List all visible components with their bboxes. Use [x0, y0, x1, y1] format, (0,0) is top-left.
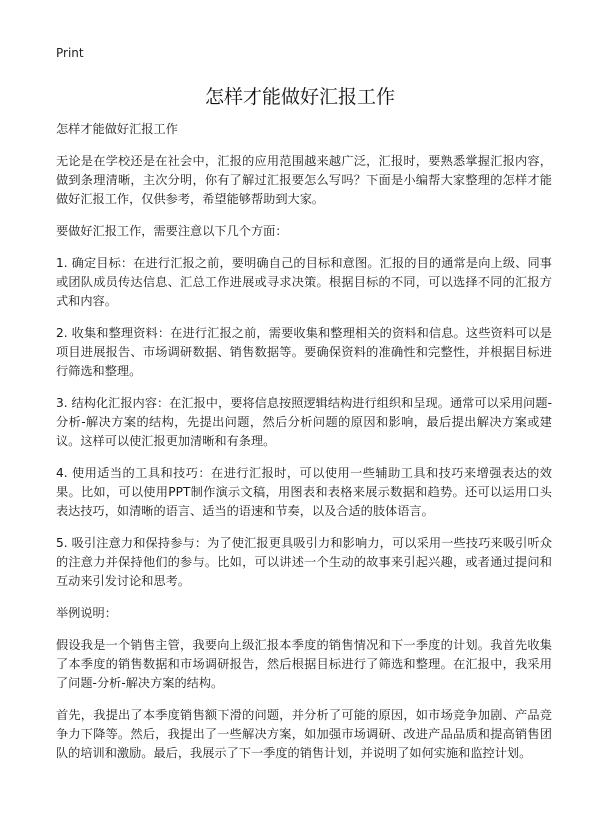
paragraph-point-2: 2. 收集和整理资料：在进行汇报之前，需要收集和整理相关的资料和信息。这些资料可以是项目进展报告、市场调研数据、销售数据等。要确保资料的准确性和完整性，并根据目标进行筛选和整理。: [56, 326, 552, 378]
paragraph-point-1: 1. 确定目标：在进行汇报之前，要明确自己的目标和意图。汇报的目的通常是向上级、同事或团队成员传达信息、汇总工作进展或寻求决策。根据目标的不同，可以选择不同的汇报方式和内容。: [56, 256, 552, 308]
paragraph-example-2: 首先，我提出了本季度销售额下滑的问题，并分析了可能的原因，如市场竞争加剧、产品竞争力下降等。然后，我提出了一些解决方案，如加强市场调研、改进产品品质和提高销售团队的培训和激励。最后，我展示了下一季度的销售计划，并说明了如何实施和监控计划。: [56, 708, 552, 760]
document-subtitle: 怎样才能做好汇报工作: [56, 122, 178, 136]
print-link[interactable]: Print: [56, 46, 84, 60]
paragraph-point-3: 3. 结构化汇报内容：在汇报中，要将信息按照逻辑结构进行组织和呈现。通常可以采用问题-分析-解决方案的结构，先提出问题，然后分析问题的原因和影响，最后提出解决方案或建议。这样可以使汇报更加清晰和有条理。: [56, 396, 552, 448]
paragraph-intro: 无论是在学校还是在社会中，汇报的应用范围越来越广泛，汇报时，要熟悉掌握汇报内容，做到条理清晰，主次分明，你有了解过汇报要怎么写吗？下面是小编帮大家整理的怎样才能做好汇报工作，仅供参考，希望能够帮助到大家。: [56, 154, 552, 206]
paragraph-example-1: 假设我是一个销售主管，我要向上级汇报本季度的销售情况和下一季度的计划。我首先收集了本季度的销售数据和市场调研报告，然后根据目标进行了筛选和整理。在汇报中，我采用了问题-分析-解决方案的结构。: [56, 638, 552, 690]
document-body: [56, 120, 552, 776]
paragraph-point-5: 5. 吸引注意力和保持参与：为了使汇报更具吸引力和影响力，可以采用一些技巧来吸引听众的注意力并保持他们的参与。比如，可以讲述一个生动的故事来引起兴趣，或者通过提问和互动来引发讨论和思考。: [56, 536, 552, 588]
paragraph-lead-in: 要做好汇报工作，需要注意以下几个方面：: [56, 224, 288, 238]
paragraph-point-4: 4. 使用适当的工具和技巧：在进行汇报时，可以使用一些辅助工具和技巧来增强表达的效果。比如，可以使用PPT制作演示文稿，用图表和表格来展示数据和趋势。还可以运用口头表达技巧，如清晰的语言、适当的语速和节奏，以及合适的肢体语言。: [56, 466, 552, 518]
page-title: 怎样才能做好汇报工作: [204, 86, 395, 108]
paragraph-example-heading: 举例说明：: [56, 606, 117, 620]
